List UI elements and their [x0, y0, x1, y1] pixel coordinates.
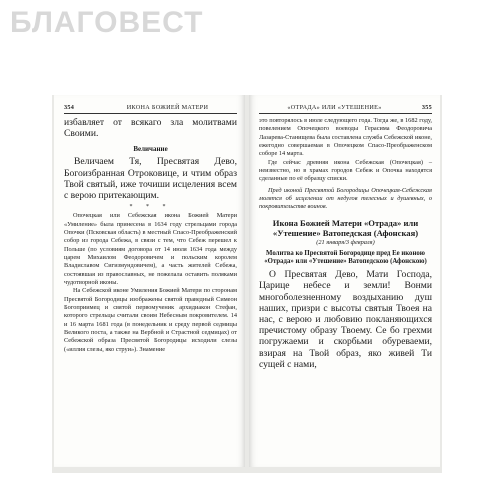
right-running-title: «ОТРАДА» ИЛИ «УТЕШЕНИЕ» [287, 104, 382, 111]
site-watermark: БЛАГОВЕСТ [10, 6, 204, 39]
right-paragraph-2: Где сейчас древняя икона Себежская (Опочецкая) – неизвестно, но в храмах городов Себеж и Опочка находятся сделанные по её образцу списки. [259, 158, 432, 183]
right-paragraph-1: это повторялось в июле следующего года. Тогда же, в 1682 году, повелением Опочецкого воеводы Герасима Феодоровича Лазарева-Станищева была составлена служба Себежской иконе, ежегодно совершаемая в Опочецком Спасо-Преображенском соборе 14 марта. [259, 117, 432, 158]
left-running-title: ИКОНА БОЖИЕЙ МАТЕРИ [126, 104, 209, 111]
left-page-number: 354 [64, 104, 75, 111]
left-paragraph-1: Опочецкая или Себежская икона Божией Матери «Умиление» была принесена в 1634 году стрельцами города Опочки (Псковская область) в местный Спасо-Преображенский собор из города Себежа, в связи с тем, что Себеж перешел к Польше (по условиям договора от 14 июля 1634 года между царем Михаилом Феодоровичем и польским королем Владиславом Сигизмундовичем), а часть жителей Себежа, состоявшая из православных, не пожелала оставить поляками чудотворной иконы. [64, 212, 237, 286]
prayer-note: Пред иконой Пресвятой Богородицы Опочецкая-Себежская молятся об исцелении от недугов телесных и душевных, о покровительстве воинов. [259, 186, 432, 210]
left-top-text: избавляет от всякаго зла молитвами Своими. [64, 117, 237, 140]
section-title: Икона Божией Матери «Отрада» или «Утешение» Ватопедская (Афонская) [272, 217, 419, 238]
left-running-head [64, 104, 237, 114]
right-page [249, 95, 440, 467]
right-page-body [259, 117, 432, 370]
right-running-head [259, 104, 432, 114]
magnification-heading: Величание [133, 145, 168, 154]
section-divider: * * * [129, 204, 172, 211]
feast-date: (21 января/3 февраля) [316, 238, 375, 246]
right-page-number: 355 [421, 104, 432, 111]
left-page-body [64, 117, 237, 354]
prayer-text: О Пресвятая Дево, Мати Господа, Царице небесе и земли! Вонми многоболезненному воздыханию душ наших, призри с высоты святыя Твоея на нас, с верою и любовию покланяющихся пречистому образу Твоему. Се бо грехми погружаеми и скорбьми обуреваеми, взирая на Твой образ, яко живей Ти сущей с нами, [259, 269, 432, 370]
open-book [52, 95, 442, 473]
left-paragraph-3: На Себежской иконе Умиления Божией Матери по сторонам Пресвятой Богородицы изображены святой праведный Симеон Богоприимец и святой первомученик архидиакон Стефан, которого стрельцы считали своим Небесным покровителем. 14 и 16 марта 1681 года (в понедельник и среду первой седмицы Великого поста, а также на Вербной и Страстной седмицах) от Себежской образа Пресвятой Богородицы исходили слезы («иллия слезы, яко струи»). Знамение [64, 287, 237, 353]
prayer-title: Молитва ко Пресвятой Богородице пред Ее иконою «Отрада» или «Утешение» Ватопедскою (Афонскою) [264, 249, 427, 265]
magnification-text: Величаем Тя, Пресвятая Дево, Богоизбранная Отроковице, и чтим образ Твой святый, иже точиши исцеления всем с верою притекающим. [64, 156, 237, 202]
left-page [54, 95, 245, 467]
